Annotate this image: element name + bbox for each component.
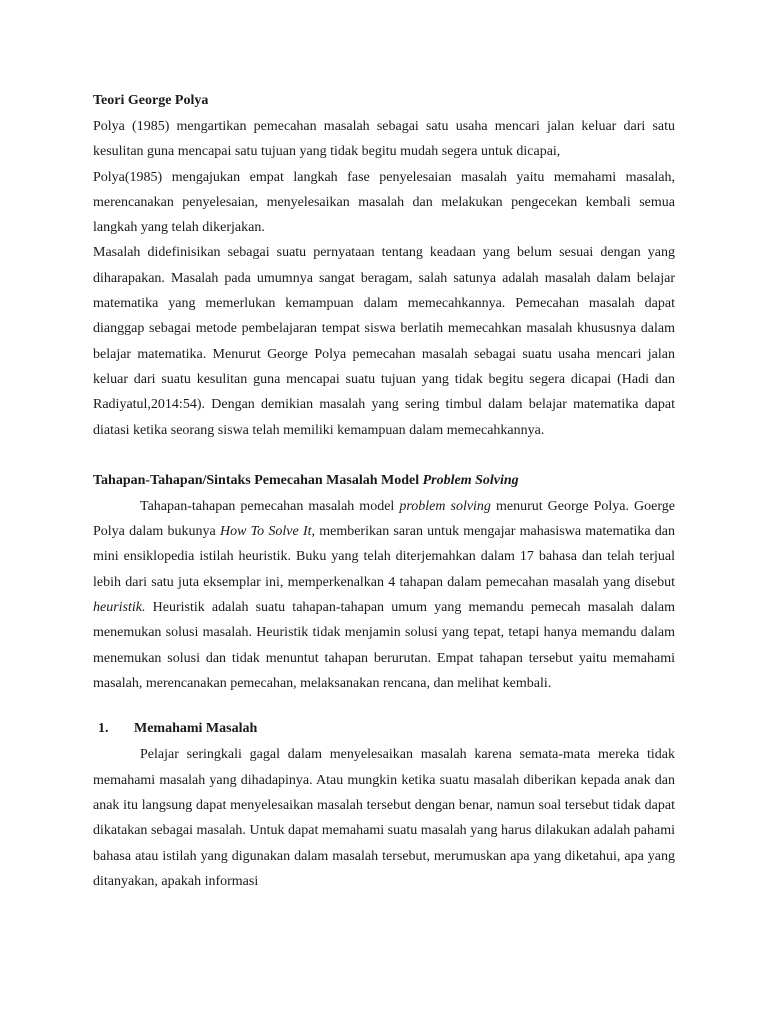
paragraph-tahapan-part-c: menurut George Polya. Goerge Polya dalam bukunya <box>93 498 675 540</box>
paragraph-tahapan-part-g: Heuristik adalah suatu tahapan-tahapan umum yang memandu pemecah masalah dalam menemukan solusi masalah. Heuristik tidak menjamin solusi yang tepat, tetapi hanya memandu dalam menemukan solusi dan tidak menuntut tahapan berurutan. Empat tahapan tersebut yaitu memahami masalah, merencanakan pemecahan, melaksanakan rencana, dan melihat kembali. <box>93 600 675 691</box>
paragraph-polya-definition: Polya (1985) mengartikan pemecahan masalah sebagai satu usaha mencari jalan keluar dari satu kesulitan guna mencapai satu tujuan yang tidak begitu mudah segera untuk dicapai, <box>93 119 675 160</box>
paragraph-tahapan-heuristik <box>93 494 675 696</box>
subsection-title-text: Memahami Masalah <box>134 721 258 737</box>
paragraph-polya-four-steps: Polya(1985) mengajukan empat langkah fase penyelesaian masalah yaitu memahami masalah, merencanakan penyelesaian, menyelesaikan masalah dan melakukan pengecekan kembali semua langkah yang telah dikerjakan. <box>93 169 675 236</box>
section-spacer <box>93 443 675 468</box>
paragraph-tahapan-book-title: How To Solve It <box>220 524 312 540</box>
section-spacer <box>93 696 675 716</box>
subsection-number: 1. <box>98 721 109 737</box>
section-title-teori-george-polya: Teori George Polya <box>93 93 209 108</box>
paragraph-masalah-definition: Masalah didefinisikan sebagai suatu pernyataan tentang keadaan yang belum sesuai dengan yang diharapakan. Masalah pada umumnya sangat beragam, salah satunya adalah masalah dalam belajar matematika yang memerlukan kemampuan dalam memecahkannya. Pemecahan masalah dapat dianggap sebagai metode pembelajaran tempat siswa berlatih memecahkan masalah khususnya dalam belajar matematika. Menurut George Polya pemecahan masalah sebagai suatu usaha mencari jalan keluar dari suatu kesulitan guna mencapai suatu tujuan yang tidak begitu segera dicapai (Hadi dan Radiyatul,2014:54). Dengan demikian masalah yang sering timbul dalam belajar matematika dapat diatasi ketika seorang siswa telah memiliki kemampuan dalam memecahkannya. <box>93 245 675 438</box>
section-title-tahapan-italic: Problem Solving <box>422 472 519 488</box>
paragraph-tahapan-heuristik-term: heuristik. <box>93 600 146 616</box>
section-title-tahapan <box>93 468 675 494</box>
paragraph-tahapan-problem-solving: problem solving <box>399 498 491 514</box>
paragraph-tahapan-part-a: Tahapan-tahapan pemecahan masalah model <box>140 498 400 514</box>
paragraph-memahami-masalah: Pelajar seringkali gagal dalam menyelesaikan masalah karena semata-mata mereka tidak memahami masalah yang dihadapinya. Atau mungkin ketika suatu masalah diberikan kepada anak dan anak itu langsung dapat menyelesaikan masalah tersebut dengan benar, namun soal tersebut tidak dapat dikatakan sebagai masalah. Untuk dapat memahami suatu masalah yang harus dilakukan adalah pahami bahasa atau istilah yang digunakan dalam masalah tersebut, merumuskan apa yang diketahui, apa yang ditanyakan, apakah informasi <box>93 747 675 890</box>
section-title-tahapan-plain: Tahapan-Tahapan/Sintaks Pemecahan Masalah Model <box>93 472 423 488</box>
paragraph-tahapan-part-e: , memberikan saran untuk mengajar mahasiswa matematika dan mini ensiklopedia istilah heuristik. Buku yang telah diterjemahkan dalam 17 bahasa dan telah terjual lebih dari satu juta eksemplar ini, memperkenalkan 4 tahapan dalam pemecahan masalah yang disebut <box>93 524 676 590</box>
subsection-title-memahami-masalah <box>93 716 675 742</box>
